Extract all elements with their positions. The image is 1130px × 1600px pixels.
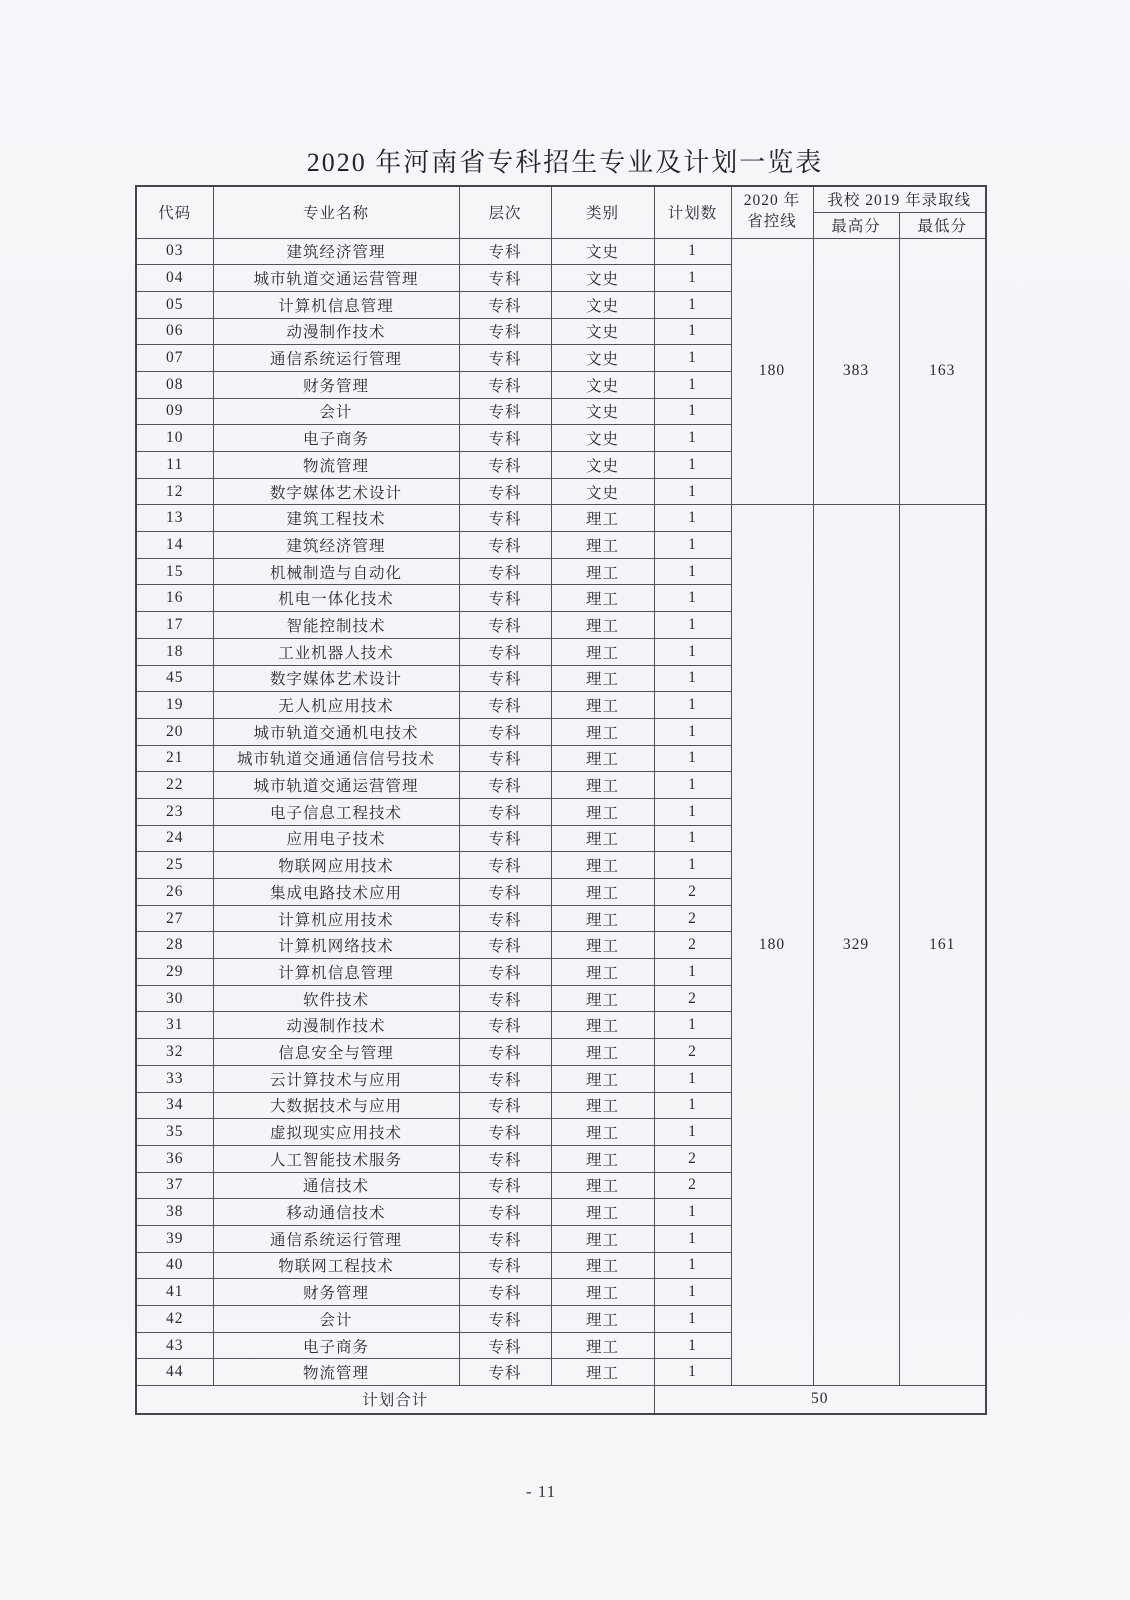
cell-plan-count: 2 [654, 1145, 731, 1172]
cell-major-name: 通信系统运行管理 [213, 345, 459, 372]
cell-plan-count: 2 [654, 905, 731, 932]
cell-category: 文史 [551, 398, 654, 425]
cell-major-name: 信息安全与管理 [213, 1039, 459, 1066]
header-plan-count: 计划数 [654, 186, 731, 238]
cell-major-name: 软件技术 [213, 985, 459, 1012]
cell-major-name: 机电一体化技术 [213, 585, 459, 612]
cell-category: 文史 [551, 345, 654, 372]
cell-code: 09 [136, 398, 213, 425]
cell-plan-count: 1 [654, 1199, 731, 1226]
cell-level: 专科 [459, 932, 551, 959]
cell-code: 45 [136, 665, 213, 692]
cell-level: 专科 [459, 371, 551, 398]
cell-plan-count: 1 [654, 371, 731, 398]
cell-code: 37 [136, 1172, 213, 1199]
page-title: 2020 年河南省专科招生专业及计划一览表 [306, 148, 824, 177]
header-school-admission-group: 我校 2019 年录取线 [813, 186, 986, 212]
cell-category: 理工 [551, 852, 654, 879]
cell-level: 专科 [459, 612, 551, 639]
cell-category: 理工 [551, 1252, 654, 1279]
cell-plan-count: 1 [654, 318, 731, 345]
cell-code: 05 [136, 291, 213, 318]
cell-max-score: 329 [813, 505, 899, 1386]
cell-level: 专科 [459, 1092, 551, 1119]
cell-code: 17 [136, 612, 213, 639]
cell-plan-count: 1 [654, 612, 731, 639]
cell-level: 专科 [459, 425, 551, 452]
cell-level: 专科 [459, 1012, 551, 1039]
cell-major-name: 虚拟现实应用技术 [213, 1119, 459, 1146]
cell-level: 专科 [459, 265, 551, 292]
cell-major-name: 工业机器人技术 [213, 638, 459, 665]
cell-plan-count: 1 [654, 959, 731, 986]
cell-category: 理工 [551, 825, 654, 852]
cell-major-name: 建筑经济管理 [213, 238, 459, 265]
cell-code: 20 [136, 718, 213, 745]
cell-level: 专科 [459, 238, 551, 265]
cell-level: 专科 [459, 1199, 551, 1226]
cell-plan-count: 1 [654, 1065, 731, 1092]
cell-major-name: 通信系统运行管理 [213, 1225, 459, 1252]
cell-code: 15 [136, 558, 213, 585]
cell-code: 03 [136, 238, 213, 265]
cell-code: 14 [136, 532, 213, 559]
cell-plan-count: 1 [654, 425, 731, 452]
cell-code: 34 [136, 1092, 213, 1119]
cell-plan-count: 1 [654, 452, 731, 479]
cell-plan-count: 1 [654, 291, 731, 318]
cell-max-score: 383 [813, 238, 899, 505]
cell-category: 文史 [551, 291, 654, 318]
cell-category: 理工 [551, 1012, 654, 1039]
cell-code: 13 [136, 505, 213, 532]
cell-code: 30 [136, 985, 213, 1012]
cell-code: 27 [136, 905, 213, 932]
cell-category: 文史 [551, 371, 654, 398]
cell-major-name: 电子商务 [213, 1332, 459, 1359]
cell-plan-count: 2 [654, 985, 731, 1012]
cell-level: 专科 [459, 959, 551, 986]
cell-plan-count: 1 [654, 852, 731, 879]
cell-level: 专科 [459, 1252, 551, 1279]
header-min-score: 最低分 [899, 212, 986, 238]
cell-level: 专科 [459, 398, 551, 425]
cell-code: 10 [136, 425, 213, 452]
cell-category: 文史 [551, 425, 654, 452]
cell-plan-count: 1 [654, 532, 731, 559]
cell-code: 39 [136, 1225, 213, 1252]
cell-category: 理工 [551, 1332, 654, 1359]
cell-code: 04 [136, 265, 213, 292]
cell-code: 06 [136, 318, 213, 345]
cell-category: 文史 [551, 265, 654, 292]
table-body [136, 238, 986, 1386]
cell-level: 专科 [459, 478, 551, 505]
cell-level: 专科 [459, 638, 551, 665]
cell-level: 专科 [459, 1172, 551, 1199]
cell-major-name: 智能控制技术 [213, 612, 459, 639]
cell-plan-count: 1 [654, 1252, 731, 1279]
cell-category: 理工 [551, 665, 654, 692]
cell-category: 理工 [551, 985, 654, 1012]
cell-code: 32 [136, 1039, 213, 1066]
header-max-score: 最高分 [813, 212, 899, 238]
cell-major-name: 物流管理 [213, 1359, 459, 1386]
table-row [136, 505, 986, 532]
cell-level: 专科 [459, 452, 551, 479]
cell-category: 理工 [551, 1119, 654, 1146]
cell-plan-count: 1 [654, 665, 731, 692]
cell-level: 专科 [459, 1065, 551, 1092]
cell-code: 19 [136, 692, 213, 719]
cell-plan-count: 1 [654, 238, 731, 265]
cell-level: 专科 [459, 1359, 551, 1386]
cell-level: 专科 [459, 745, 551, 772]
cell-major-name: 应用电子技术 [213, 825, 459, 852]
header-code: 代码 [136, 186, 213, 238]
header-control-line-year: 2020 年 [743, 192, 801, 210]
cell-level: 专科 [459, 798, 551, 825]
cell-major-name: 计算机网络技术 [213, 932, 459, 959]
cell-category: 理工 [551, 585, 654, 612]
cell-level: 专科 [459, 879, 551, 906]
cell-code: 29 [136, 959, 213, 986]
cell-category: 文史 [551, 452, 654, 479]
header-major-name: 专业名称 [213, 186, 459, 238]
cell-code: 11 [136, 452, 213, 479]
cell-major-name: 集成电路技术应用 [213, 879, 459, 906]
table-header [136, 186, 986, 238]
cell-major-name: 无人机应用技术 [213, 692, 459, 719]
cell-code: 21 [136, 745, 213, 772]
cell-plan-count: 1 [654, 1092, 731, 1119]
cell-plan-count: 2 [654, 932, 731, 959]
cell-level: 专科 [459, 1039, 551, 1066]
cell-major-name: 大数据技术与应用 [213, 1092, 459, 1119]
cell-category: 理工 [551, 505, 654, 532]
cell-code: 16 [136, 585, 213, 612]
cell-level: 专科 [459, 825, 551, 852]
cell-level: 专科 [459, 852, 551, 879]
cell-plan-count: 1 [654, 798, 731, 825]
cell-plan-count: 2 [654, 1172, 731, 1199]
cell-major-name: 财务管理 [213, 1279, 459, 1306]
cell-level: 专科 [459, 505, 551, 532]
cell-code: 38 [136, 1199, 213, 1226]
cell-category: 理工 [551, 612, 654, 639]
cell-category: 理工 [551, 1172, 654, 1199]
cell-category: 理工 [551, 1306, 654, 1333]
header-control-line-label: 省控线 [747, 213, 797, 231]
total-label: 计划合计 [136, 1386, 654, 1414]
cell-level: 专科 [459, 905, 551, 932]
cell-level: 专科 [459, 1119, 551, 1146]
cell-plan-count: 1 [654, 265, 731, 292]
cell-level: 专科 [459, 1145, 551, 1172]
cell-plan-count: 1 [654, 1332, 731, 1359]
cell-major-name: 计算机信息管理 [213, 291, 459, 318]
header-category: 类别 [551, 186, 654, 238]
cell-major-name: 云计算技术与应用 [213, 1065, 459, 1092]
cell-major-name: 会计 [213, 1306, 459, 1333]
cell-major-name: 数字媒体艺术设计 [213, 478, 459, 505]
cell-level: 专科 [459, 692, 551, 719]
cell-level: 专科 [459, 291, 551, 318]
cell-major-name: 城市轨道交通运营管理 [213, 772, 459, 799]
cell-major-name: 计算机应用技术 [213, 905, 459, 932]
cell-code: 36 [136, 1145, 213, 1172]
page-number: - 11 [525, 1482, 557, 1501]
cell-category: 理工 [551, 718, 654, 745]
cell-plan-count: 1 [654, 718, 731, 745]
cell-plan-count: 1 [654, 1359, 731, 1386]
cell-code: 24 [136, 825, 213, 852]
cell-category: 理工 [551, 1039, 654, 1066]
cell-category: 理工 [551, 1199, 654, 1226]
cell-plan-count: 1 [654, 745, 731, 772]
cell-category: 理工 [551, 798, 654, 825]
cell-plan-count: 1 [654, 692, 731, 719]
cell-code: 25 [136, 852, 213, 879]
cell-code: 18 [136, 638, 213, 665]
cell-code: 26 [136, 879, 213, 906]
cell-major-name: 通信技术 [213, 1172, 459, 1199]
cell-code: 35 [136, 1119, 213, 1146]
cell-code: 08 [136, 371, 213, 398]
cell-major-name: 动漫制作技术 [213, 1012, 459, 1039]
header-control-line [731, 186, 813, 238]
cell-code: 42 [136, 1306, 213, 1333]
cell-plan-count: 1 [654, 1225, 731, 1252]
cell-major-name: 数字媒体艺术设计 [213, 665, 459, 692]
cell-level: 专科 [459, 665, 551, 692]
cell-category: 理工 [551, 959, 654, 986]
cell-plan-count: 1 [654, 772, 731, 799]
cell-major-name: 电子信息工程技术 [213, 798, 459, 825]
cell-plan-count: 1 [654, 478, 731, 505]
cell-level: 专科 [459, 1332, 551, 1359]
cell-major-name: 财务管理 [213, 371, 459, 398]
cell-major-name: 计算机信息管理 [213, 959, 459, 986]
cell-code: 44 [136, 1359, 213, 1386]
total-row [136, 1386, 986, 1414]
cell-plan-count: 2 [654, 879, 731, 906]
cell-plan-count: 1 [654, 1119, 731, 1146]
cell-plan-count: 1 [654, 825, 731, 852]
cell-plan-count: 2 [654, 1039, 731, 1066]
cell-level: 专科 [459, 1306, 551, 1333]
cell-level: 专科 [459, 718, 551, 745]
total-value: 50 [654, 1386, 986, 1414]
cell-major-name: 物联网应用技术 [213, 852, 459, 879]
cell-major-name: 物联网工程技术 [213, 1252, 459, 1279]
cell-category: 文史 [551, 318, 654, 345]
cell-category: 文史 [551, 478, 654, 505]
cell-category: 理工 [551, 638, 654, 665]
cell-category: 理工 [551, 905, 654, 932]
cell-control-line: 180 [731, 238, 813, 505]
cell-code: 33 [136, 1065, 213, 1092]
cell-level: 专科 [459, 772, 551, 799]
cell-major-name: 动漫制作技术 [213, 318, 459, 345]
cell-plan-count: 1 [654, 1306, 731, 1333]
cell-category: 理工 [551, 772, 654, 799]
cell-level: 专科 [459, 318, 551, 345]
cell-code: 12 [136, 478, 213, 505]
cell-major-name: 移动通信技术 [213, 1199, 459, 1226]
cell-category: 理工 [551, 1092, 654, 1119]
cell-category: 理工 [551, 745, 654, 772]
cell-level: 专科 [459, 585, 551, 612]
cell-category: 理工 [551, 532, 654, 559]
cell-major-name: 电子商务 [213, 425, 459, 452]
table-row [136, 238, 986, 265]
cell-code: 43 [136, 1332, 213, 1359]
cell-code: 31 [136, 1012, 213, 1039]
cell-level: 专科 [459, 1279, 551, 1306]
table-footer [136, 1386, 986, 1414]
cell-plan-count: 1 [654, 558, 731, 585]
cell-code: 40 [136, 1252, 213, 1279]
cell-code: 23 [136, 798, 213, 825]
cell-major-name: 物流管理 [213, 452, 459, 479]
cell-category: 理工 [551, 692, 654, 719]
cell-plan-count: 1 [654, 345, 731, 372]
cell-category: 理工 [551, 1225, 654, 1252]
cell-category: 理工 [551, 1279, 654, 1306]
cell-major-name: 建筑工程技术 [213, 505, 459, 532]
cell-control-line: 180 [731, 505, 813, 1386]
cell-level: 专科 [459, 345, 551, 372]
cell-plan-count: 1 [654, 398, 731, 425]
cell-level: 专科 [459, 532, 551, 559]
cell-level: 专科 [459, 1225, 551, 1252]
cell-plan-count: 1 [654, 638, 731, 665]
cell-major-name: 建筑经济管理 [213, 532, 459, 559]
cell-category: 理工 [551, 879, 654, 906]
cell-code: 07 [136, 345, 213, 372]
cell-plan-count: 1 [654, 1279, 731, 1306]
cell-level: 专科 [459, 985, 551, 1012]
cell-major-name: 城市轨道交通通信信号技术 [213, 745, 459, 772]
cell-plan-count: 1 [654, 1012, 731, 1039]
enrollment-plan-table [135, 185, 987, 1415]
cell-code: 41 [136, 1279, 213, 1306]
cell-level: 专科 [459, 558, 551, 585]
cell-major-name: 城市轨道交通机电技术 [213, 718, 459, 745]
cell-category: 理工 [551, 558, 654, 585]
cell-min-score: 163 [899, 238, 986, 505]
cell-category: 理工 [551, 932, 654, 959]
cell-major-name: 机械制造与自动化 [213, 558, 459, 585]
cell-min-score: 161 [899, 505, 986, 1386]
cell-plan-count: 1 [654, 505, 731, 532]
cell-code: 22 [136, 772, 213, 799]
cell-major-name: 城市轨道交通运营管理 [213, 265, 459, 292]
cell-major-name: 人工智能技术服务 [213, 1145, 459, 1172]
cell-category: 理工 [551, 1359, 654, 1386]
cell-major-name: 会计 [213, 398, 459, 425]
cell-code: 28 [136, 932, 213, 959]
cell-category: 理工 [551, 1145, 654, 1172]
header-level: 层次 [459, 186, 551, 238]
cell-category: 文史 [551, 238, 654, 265]
cell-category: 理工 [551, 1065, 654, 1092]
cell-plan-count: 1 [654, 585, 731, 612]
